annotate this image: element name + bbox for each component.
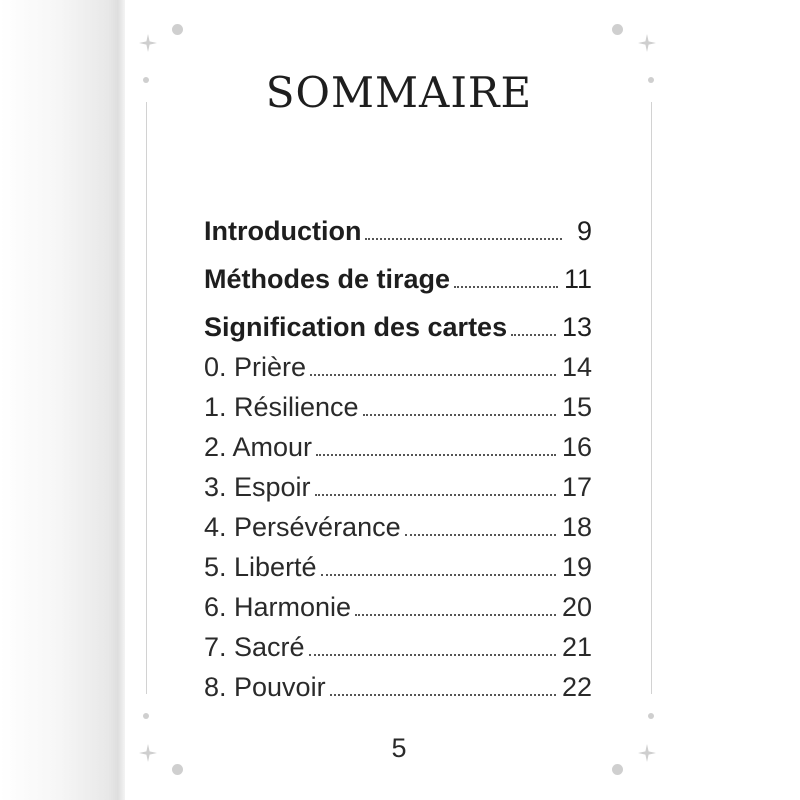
toc-entry-card (204, 661, 592, 701)
toc-entry-page: 15 (561, 392, 592, 422)
dot-leader (365, 238, 562, 240)
toc-entry-card (204, 461, 592, 501)
toc-entry-card (204, 541, 592, 581)
toc-entry-page: 9 (576, 216, 592, 246)
sparkle-star-icon (638, 34, 656, 52)
toc-entry-label: 5. Liberté (204, 552, 317, 582)
toc-entry-card (204, 581, 592, 621)
toc-entry-page: 22 (561, 672, 592, 702)
ornament-dot (648, 713, 654, 719)
ornament-dot (612, 764, 623, 775)
ornament-dot (172, 764, 183, 775)
toc-entry-methodes (204, 253, 592, 293)
toc-entry-label: 0. Prière (204, 352, 307, 382)
dot-leader (363, 414, 556, 416)
dot-leader (511, 334, 556, 336)
dot-leader (330, 694, 556, 696)
dot-leader (309, 654, 556, 656)
dot-leader (316, 454, 556, 456)
page-number: 5 (391, 733, 407, 763)
toc-entry-page: 16 (561, 432, 592, 462)
toc-entry-label: 6. Harmonie (204, 592, 352, 622)
toc-entry-page: 19 (561, 552, 592, 582)
toc-entry-card (204, 341, 592, 381)
toc-entry-page: 21 (561, 632, 592, 662)
toc-entry-page: 17 (561, 472, 592, 502)
toc-entry-page: 20 (561, 592, 592, 622)
dot-leader (454, 286, 558, 288)
toc-entry-signification (204, 301, 592, 341)
toc-entry-label: Signification des cartes (204, 312, 508, 342)
left-border-line (146, 102, 147, 694)
toc-entry-introduction (204, 205, 592, 245)
toc-entry-card (204, 621, 592, 661)
book-spine-gutter (0, 0, 125, 800)
dot-leader (315, 494, 556, 496)
right-border-line (651, 102, 652, 694)
toc-entry-label: Méthodes de tirage (204, 264, 451, 294)
toc-entry-label: 2. Amour (204, 432, 313, 462)
toc-entry-label: Introduction (204, 216, 362, 246)
toc-entry-label: 7. Sacré (204, 632, 305, 662)
dot-leader (321, 574, 556, 576)
sparkle-star-icon (139, 34, 157, 52)
page-title: SOMMAIRE (265, 68, 533, 117)
dot-leader (310, 374, 556, 376)
toc-entry-card (204, 381, 592, 421)
dot-leader (355, 614, 556, 616)
toc-entry-card (204, 421, 592, 461)
dot-leader (405, 534, 556, 536)
toc-entry-page: 11 (563, 264, 592, 294)
toc-entry-page: 18 (561, 512, 592, 542)
toc-entry-label: 1. Résilience (204, 392, 359, 422)
toc-entry-card (204, 501, 592, 541)
ornament-dot (172, 24, 183, 35)
toc-entry-label: 8. Pouvoir (204, 672, 326, 702)
toc-entry-page: 14 (561, 352, 592, 382)
table-of-contents (204, 205, 592, 701)
toc-entry-page: 13 (561, 312, 592, 342)
toc-entry-label: 3. Espoir (204, 472, 311, 502)
ornament-dot (143, 713, 149, 719)
toc-entry-label: 4. Persévérance (204, 512, 401, 542)
ornament-dot (612, 24, 623, 35)
